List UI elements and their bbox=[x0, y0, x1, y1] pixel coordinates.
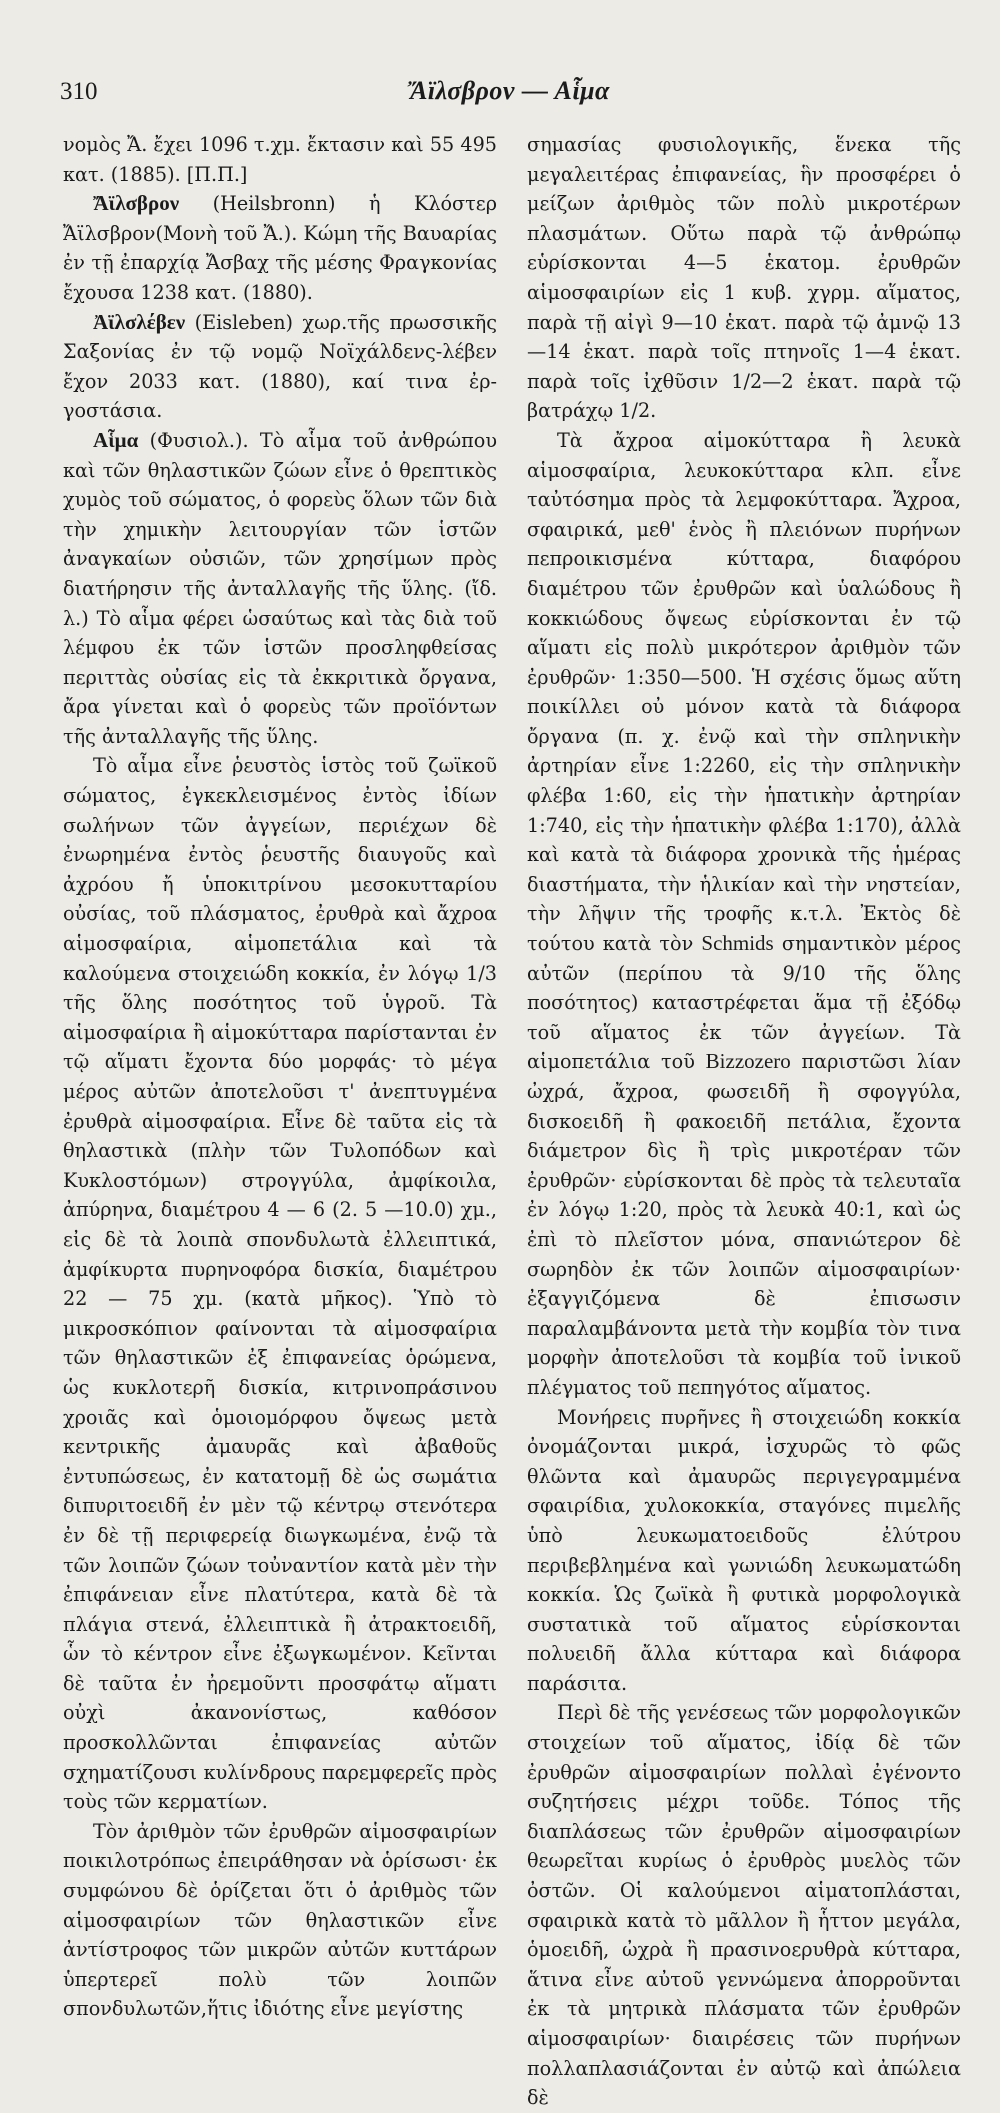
paragraph-text: Τὸ αἷμα εἶνε ῥευστὸς ἱστὸς τοῦ ζωϊκοῦ σώματος, ἐγκεκλεισμένος ἐντὸς ἰδίων σωλήνων τῶν ἀγγείων, περιέχων δὲ ἐνωρημένα ἐντὸς ῥευστῆς διαυγοῦς καὶ ἀχρόου ἤ ὑποκιτρίνου μεσοκυτταρίου οὐσίας, τοῦ πλάσματος, ἐρυθρὰ καὶ ἄχροα αἱμοσφαίρια, αἱμοπετάλια καὶ τὰ καλούμενα στοιχειώδη κοκκία, ἐν λόγῳ 1/3 τῆς ὅλης ποσότητος τοῦ ὑγροῦ. Τὰ αἱμοσφαίρια ἢ αἱμοκύτταρα παρίστανται ἐν τῷ αἵματι ἔχοντα δύο μορφάς· τὸ μέγα μέρος αὐτῶν ἀποτελοῦσι τ' ἀνεπτυγμένα ἐρυθρὰ αἱμοσφαίρια. Εἶνε δὲ ταῦτα εἰς τὰ θηλαστικὰ (πλὴν τῶν Τυλοπόδων καὶ Κυκλοστόμων) στρογγύλα, ἀμφίκοιλα, ἀπύρηνα, διαμέτρου 4 — 6 (2. 5 —10.0) χμ., εἰς δὲ τὰ λοιπὰ σπονδυλωτὰ ἐλλειπτικά, ἀμφίκυρτα πυρηνοφόρα δισκία, διαμέτρου 22 — 75 χμ. (κατὰ μῆκος). Ὑπὸ τὸ μικροσκόπιον φαίνονται τὰ αἱμοσφαίρια τῶν θηλαστικῶν ἐξ ἐπιφανείας ὁρώμενα, ὡς κυκλοτερῆ δισκία, κιτρινοπράσινου χροιᾶς καὶ ὁμοιομόρφου ὄψεως μετὰ κεντρικῆς ἀμαυρᾶς καὶ ἀβαθοῦς ἐντυπώσεως, ἐν κατατομῇ δὲ ὡς σωμάτια διπυριτοειδῆ ἐν μὲν τῷ κέντρῳ στενότερα ἐν δὲ τῇ περιφερείᾳ διωγκωμένα, ἐνῷ τὰ τῶν λοιπῶν ζώων τοὐναντίον κατὰ μὲν τὴν ἐπιφάνειαν εἶνε πλατύτερα, κατὰ δὲ τὰ πλάγια στενά, ἐλλειπτικὰ ἢ ἀτρακτοειδῆ, ὧν τὸ κέντρον εἶνε ἐξωγκωμένον. Κεῖνται δὲ ταῦτα ἐν ἠρεμοῦντι προσφάτῳ αἵματι οὐχὶ ἀκανονίστως, καθόσον προσκολλῶνται ἐπιφανείας αὐτῶν σχηματίζουσι κυλίνδρους παρεμφερεῖς πρὸς τοὺς τῶν κερματίων. bbox=[63, 754, 497, 1814]
entry-text: (Heilsbronn) ἡ Κλόστερ Ἄϊλσβρον(Μονὴ τοῦ Ἄ.). Κώμη τῆς Βαυαρίας ἐν τῇ ἐπαρχίᾳ Ἄσβαχ τῆς μέσης Φραγκονίας ἔχουσα 1238 κατ. (1880). bbox=[63, 192, 497, 304]
paragraph bbox=[527, 1698, 961, 2112]
entry-haima bbox=[63, 426, 497, 752]
paragraph-text: Μονήρεις πυρῆνες ἢ στοιχειώδη κοκκία ὀνομάζονται μικρά, ἰσχυρῶς τὸ φῶς θλῶντα καὶ ἀμαυρῶς περιγεγραμμένα σφαιρίδια, χυλοκοκκία, σταγόνες πιμελῆς ὑπὸ λευκωματοειδοῦς ἐλύτρου περιβεβλημένα καὶ γωνιώδη λευκωματώδη κοκκία. Ὡς ζωϊκὰ ἢ φυτικὰ μορφολογικὰ συστατικὰ τοῦ αἵματος εὑρίσκονται πολυειδῆ ἄλλα κύτταρα καὶ διάφορα παράσιτα. bbox=[527, 1405, 961, 1695]
paragraph bbox=[63, 130, 497, 189]
entry-text: (Φυσιολ.). Τὸ αἷμα τοῦ ἀνθρώπου καὶ τῶν θηλαστικῶν ζώων εἶνε ὁ θρεπτικὸς χυμὸς τοῦ σώματος, ὁ φορεὺς ὅλων τῶν διὰ τὴν χημικὴν λειτουργίαν τῶν ἱστῶν ἀναγκαίων οὐσιῶν, τῶν χρησίμων πρὸς διατήρησιν τῆς ἀνταλλαγῆς τῆς ὕλης. (ἴδ. λ.) Τὸ αἷμα φέρει ὡσαύτως καὶ τὰς διὰ τοῦ λέμφου ἐκ τῶν ἱστῶν προσληφθείσας περιττὰς οὐσίας εἰς τὰ ἐκκριτικὰ ὄργανα, ἄρα γίνεται καὶ ὁ φορεὺς τῶν προϊόντων τῆς ἀνταλλαγῆς τῆς ὕλης. bbox=[63, 428, 497, 748]
entry-eisleben bbox=[63, 308, 497, 426]
paragraph-text: Τὰ ἄχροα αἱμοκύτταρα ἢ λευκὰ αἱμοσφαίρια, λευκοκύτταρα κλπ. εἶνε ταὐτόσημα πρὸς τὰ λεμφοκύτταρα. Ἄχροα, σφαιρικά, μεθ' ἑνὸς ἢ πλειόνων πυρήνων πεπροικισμένα κύτταρα, διαφόρου διαμέτρου τῶν ἐρυθρῶν καὶ ὑαλώδους ἢ κοκκιώδους ὄψεως εὑρίσκονται ἐν τῷ αἵματι εἰς πολὺ μικρότερον ἀριθμὸν τῶν ἐρυθρῶν· 1:350—500. Ἡ σχέσις ὅμως αὕτη ποικίλλει οὐ μόνον κατὰ τὰ διάφορα ὄργανα (π. χ. ἐνῷ καὶ τὴν σπληνικὴν ἀρτηρίαν εἶνε 1:2260, εἰς τὴν σπληνικὴν φλέβα 1:60, εἰς τὴν ἡπατικὴν ἀρτηρίαν 1:740, εἰς τὴν ἡπατικὴν φλέβα 1:170), ἀλλὰ καὶ κατὰ τὰ διάφορα χρονικὰ τῆς ἡμέρας διαστήματα, τὴν ἡλικίαν καὶ τὴν νηστείαν, τὴν λῆψιν τῆς τροφῆς κ.τ.λ. Ἐκτὸς δὲ τούτου κατὰ τὸν bbox=[527, 428, 961, 956]
paragraph bbox=[527, 426, 961, 1403]
author-name: Bizzozero bbox=[705, 1049, 791, 1074]
paragraph-text: παριστῶσι λίαν ὠχρά, ἄχροα, φωσειδῆ ἢ σφογγύλα, δισκοειδῆ ἢ φακοειδῆ πετάλια, ἔχοντα διάμετρον δὶς ἢ τρὶς μικροτέραν τῶν ἐρυθρῶν· εὑρίσκονται δὲ πρὸς τὰ τελευταῖα ἐν λόγῳ 1:20, πρὸς τὰ λευκὰ 40:1, καὶ ὡς ἐπὶ τὸ πλεῖστον μόνα, σπανιώτερον δὲ σωρηδὸν ἐκ τῶν λοιπῶν αἱμοσφαιρίων· ἐξαγγιζόμενα δὲ ἐπισωσιν παραλαμβάνοντα μετὰ τὴν κομβία τὸν τινα μορφὴν ἀποτελοῦσι τὰ κομβία τοῦ ἰνικοῦ πλέγματος τοῦ πεπηγότος αἵματος. bbox=[527, 1050, 961, 1399]
page-number: 310 bbox=[60, 78, 98, 105]
left-column bbox=[63, 130, 497, 2024]
paragraph bbox=[527, 1403, 961, 1699]
paragraph-text: νομὸς Ἄ. ἔχει 1096 τ.χμ. ἔκτασιν καὶ 55 495 κατ. (1885). [Π.Π.] bbox=[63, 133, 497, 186]
paragraph-text: σημαντικὸν μέρος αὐτῶν (περίπου τὰ 9/10 τῆς ὅλης ποσότητος) καταστρέφεται ἅμα τῇ ἐξόδῳ τοῦ αἵματος ἐκ τῶν ἀγγείων. Τὰ αἱμοπετάλια τοῦ bbox=[527, 932, 961, 1074]
paragraph bbox=[63, 1817, 497, 2024]
paragraph-text: Τὸν ἀριθμὸν τῶν ἐρυθρῶν αἱμοσφαιρίων ποικιλοτρόπως ἐπειράθησαν νὰ ὁρίσωσι· ἐκ συμφώνου δὲ ὁρίζεται ὅτι ὁ ἀριθμὸς τῶν αἱμοσφαιρίων τῶν θηλαστικῶν εἶνε ἀντίστροφος τῶν μικρῶν αὐτῶν κυττάρων ὑπερτερεῖ πολὺ τῶν λοιπῶν σπονδυλωτῶν,ἥτις ἰδιότης εἶνε μεγίστης bbox=[63, 1819, 497, 2021]
entry-headword: Ἄϊλσβρον bbox=[93, 191, 180, 216]
paragraph-text: Περὶ δὲ τῆς γενέσεως τῶν μορφολογικῶν στοιχείων τοῦ αἵματος, ἰδίᾳ δὲ τῶν ἐρυθρῶν αἱμοσφαιρίων πολλαὶ ἐγένοντο συζητήσεις μέχρι τοῦδε. Τόπος τῆς διαπλάσεως τῶν ἐρυθρῶν αἱμοσφαιρίων θεωρεῖται κυρίως ὁ ἐρυθρὸς μυελὸς τῶν ὀστῶν. Οἱ καλούμενοι αἱματοπλάσται, σφαιρικὰ κατὰ τὸ μᾶλλον ἢ ἧττον μεγάλα, ὁμοειδῆ, ὠχρὰ ἢ πρασινοερυθρὰ κύτταρα, ἅτινα εἶνε αὐτοῦ γεννώμενα ἀπορροῦνται ἐκ τὰ μητρικὰ πλάσματα τῶν ἐρυθρῶν αἱμοσφαιρίων· διαιρέσεις τῶν πυρήνων πολλαπλασιάζονται ἐν αὐτῷ καὶ ἀπώλεια δὲ bbox=[527, 1701, 961, 2110]
entry-text: (Eisleben) χωρ.τῆς πρωσσικῆς Σαξονίας ἐν τῷ νομῷ Νοϊχάλδενς-λέβεν ἔχον 2033 κατ. (1880), καί τινα ἐρ-γοστάσια. bbox=[63, 310, 497, 423]
entry-headword: Αἷμα bbox=[93, 427, 139, 452]
author-name: Schmids bbox=[701, 931, 774, 956]
page-header bbox=[60, 70, 960, 114]
entry-headword: Ἀϊλσλέβεν bbox=[93, 309, 186, 334]
paragraph-text: σημασίας φυσιολογικῆς, ἕνεκα τῆς μεγαλειτέρας ἐπιφανείας, ἣν προσφέρει ὁ μείζων ἀριθμὸς τῶν πολὺ μικροτέρων πλασμάτων. Οὕτω παρὰ τῷ ἀνθρώπῳ εὑρίσκονται 4—5 ἑκατομ. ἐρυθρῶν αἱμοσφαιρίων εἰς 1 κυβ. χγρμ. αἵματος, παρὰ τῇ αἰγὶ 9—10 ἑκατ. παρὰ τῷ ἀμνῷ 13—14 ἑκατ. παρὰ τοῖς πτηνοῖς 1—4 ἑκατ. παρὰ τοῖς ἰχθῦσιν 1/2—2 ἑκατ. παρὰ τῷ βατράχῳ 1/2. bbox=[527, 133, 961, 423]
entry-heilsbronn bbox=[63, 189, 497, 307]
right-column bbox=[527, 130, 961, 2113]
running-head: Ἄϊλσβρον — Αἷμα bbox=[410, 76, 610, 105]
paragraph bbox=[63, 751, 497, 1816]
paragraph bbox=[527, 130, 961, 426]
